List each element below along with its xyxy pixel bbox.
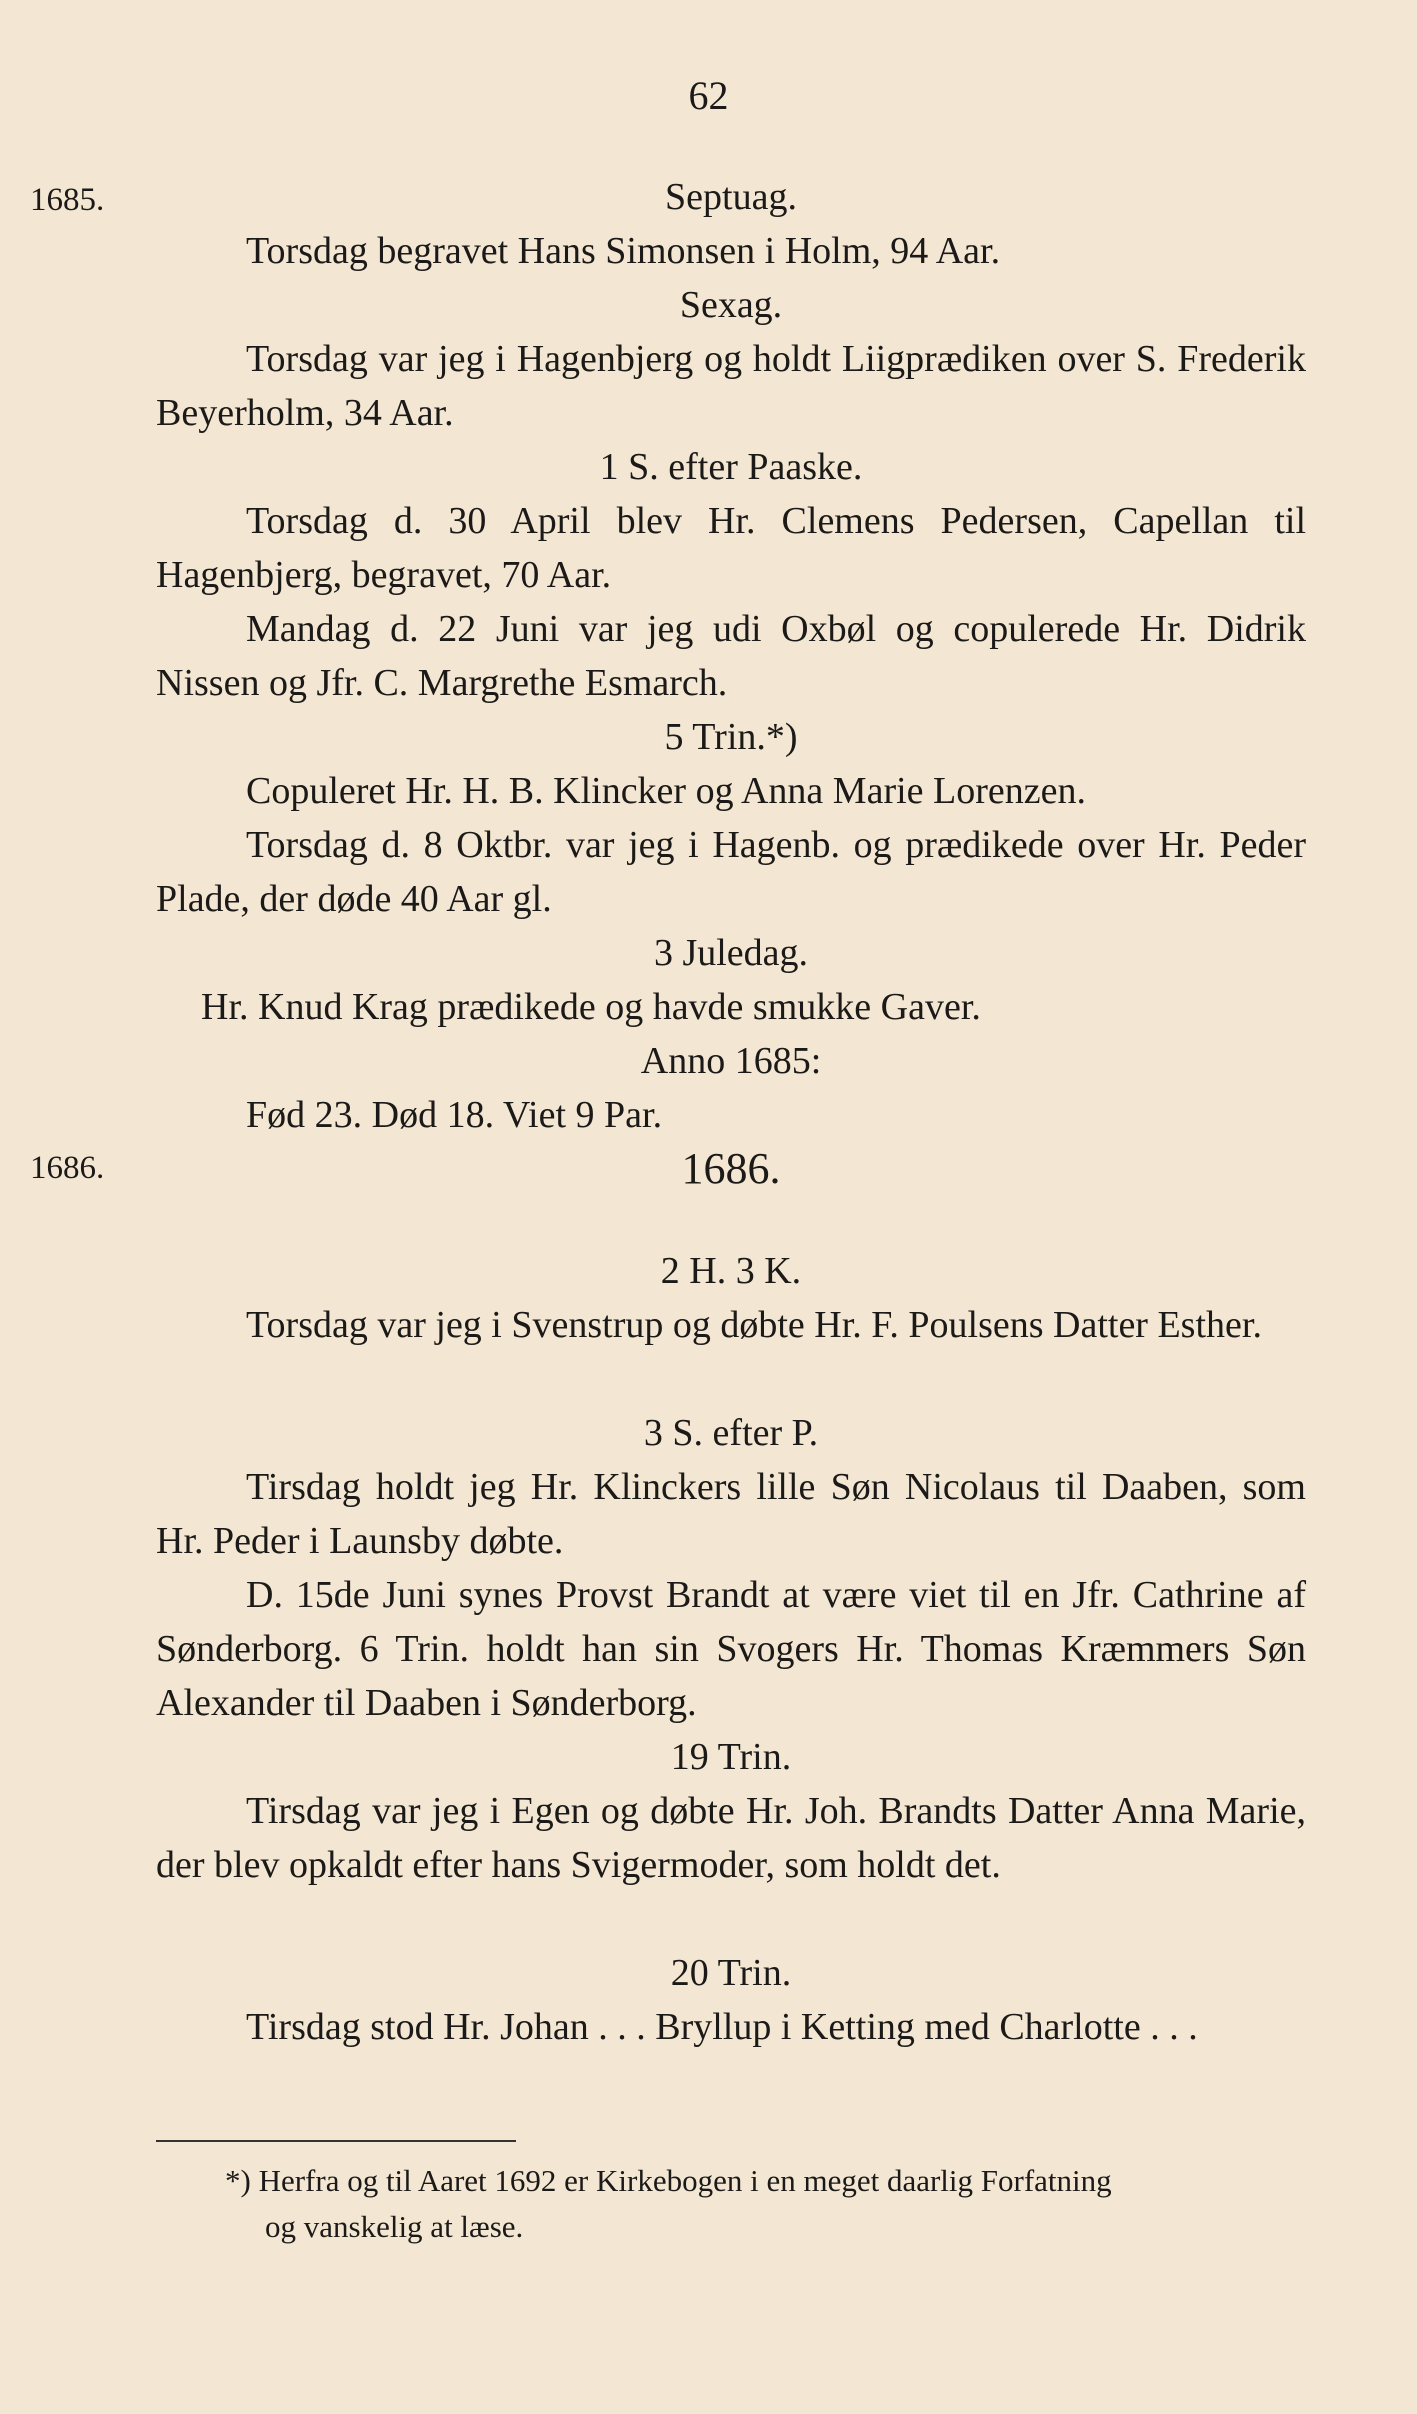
footnote-rule — [156, 2140, 516, 2142]
entry-paragraph: D. 15de Juni synes Provst Brandt at være viet til en Jfr. Cathrine af Sønderborg. 6 Trin. holdt han sin Svogers Hr. Thomas Kræmmers Søn Alexander til Daaben i Sønderborg. — [156, 1574, 1306, 1724]
section-heading: 2 H. 3 K. — [660, 1250, 802, 1292]
footnote — [225, 2158, 1335, 2250]
entry-paragraph: Hr. Knud Krag prædikede og havde smukke Gaver. — [201, 986, 981, 1028]
entry-paragraph: Torsdag var jeg i Hagenbjerg og holdt Liigprædiken over S. Frederik Beyerholm, 34 Aar. — [156, 338, 1306, 434]
section-heading: 1 S. efter Paaske. — [599, 446, 863, 488]
entry-paragraph: Torsdag var jeg i Svenstrup og døbte Hr. F. Poulsens Datter Esther. — [246, 1304, 1262, 1346]
entry-paragraph: Mandag d. 22 Juni var jeg udi Oxbøl og copulerede Hr. Didrik Nissen og Jfr. C. Margrethe Esmarch. — [156, 608, 1306, 704]
entry-paragraph: Tirsdag stod Hr. Johan . . . Bryllup i Ketting med Charlotte . . . — [246, 2006, 1198, 2048]
section-heading: Anno 1685: — [640, 1040, 822, 1082]
entry-paragraph: Tirsdag holdt jeg Hr. Klinckers lille Søn Nicolaus til Daaben, som Hr. Peder i Launsby døbte. — [156, 1466, 1306, 1562]
section-heading: 5 Trin.*) — [664, 716, 798, 758]
entry-paragraph: Torsdag d. 8 Oktbr. var jeg i Hagenb. og prædikede over Hr. Peder Plade, der døde 40 Aar gl. — [156, 824, 1306, 920]
entry-paragraph: Torsdag d. 30 April blev Hr. Clemens Pedersen, Capellan til Hagenbjerg, begravet, 70 Aar. — [156, 500, 1306, 596]
entry-paragraph: Fød 23. Død 18. Viet 9 Par. — [246, 1094, 663, 1136]
year-heading: 1686. — [681, 1144, 781, 1193]
section-heading: Septuag. — [665, 176, 797, 218]
section-heading: 20 Trin. — [670, 1952, 792, 1994]
margin-year-1686: 1686. — [30, 1150, 105, 1186]
page-number: 62 — [688, 73, 729, 118]
entry-paragraph: Tirsdag var jeg i Egen og døbte Hr. Joh. Brandts Datter Anna Marie, der blev opkaldt efter hans Svigermoder, som holdt det. — [156, 1790, 1306, 1886]
footnote-line-1: *) Herfra og til Aaret 1692 er Kirkebogen i en meget daarlig Forfatning — [225, 2163, 1112, 2198]
section-heading: 19 Trin. — [670, 1736, 792, 1778]
margin-year-1685: 1685. — [30, 182, 105, 218]
section-heading: 3 Juledag. — [653, 932, 809, 974]
entry-paragraph: Torsdag begravet Hans Simonsen i Holm, 94 Aar. — [246, 230, 1001, 272]
section-heading: Sexag. — [679, 284, 783, 326]
section-heading: 3 S. efter P. — [643, 1412, 819, 1454]
entry-paragraph: Copuleret Hr. H. B. Klincker og Anna Marie Lorenzen. — [246, 770, 1086, 812]
footnote-line-2: og vanskelig at læse. — [265, 2209, 524, 2244]
